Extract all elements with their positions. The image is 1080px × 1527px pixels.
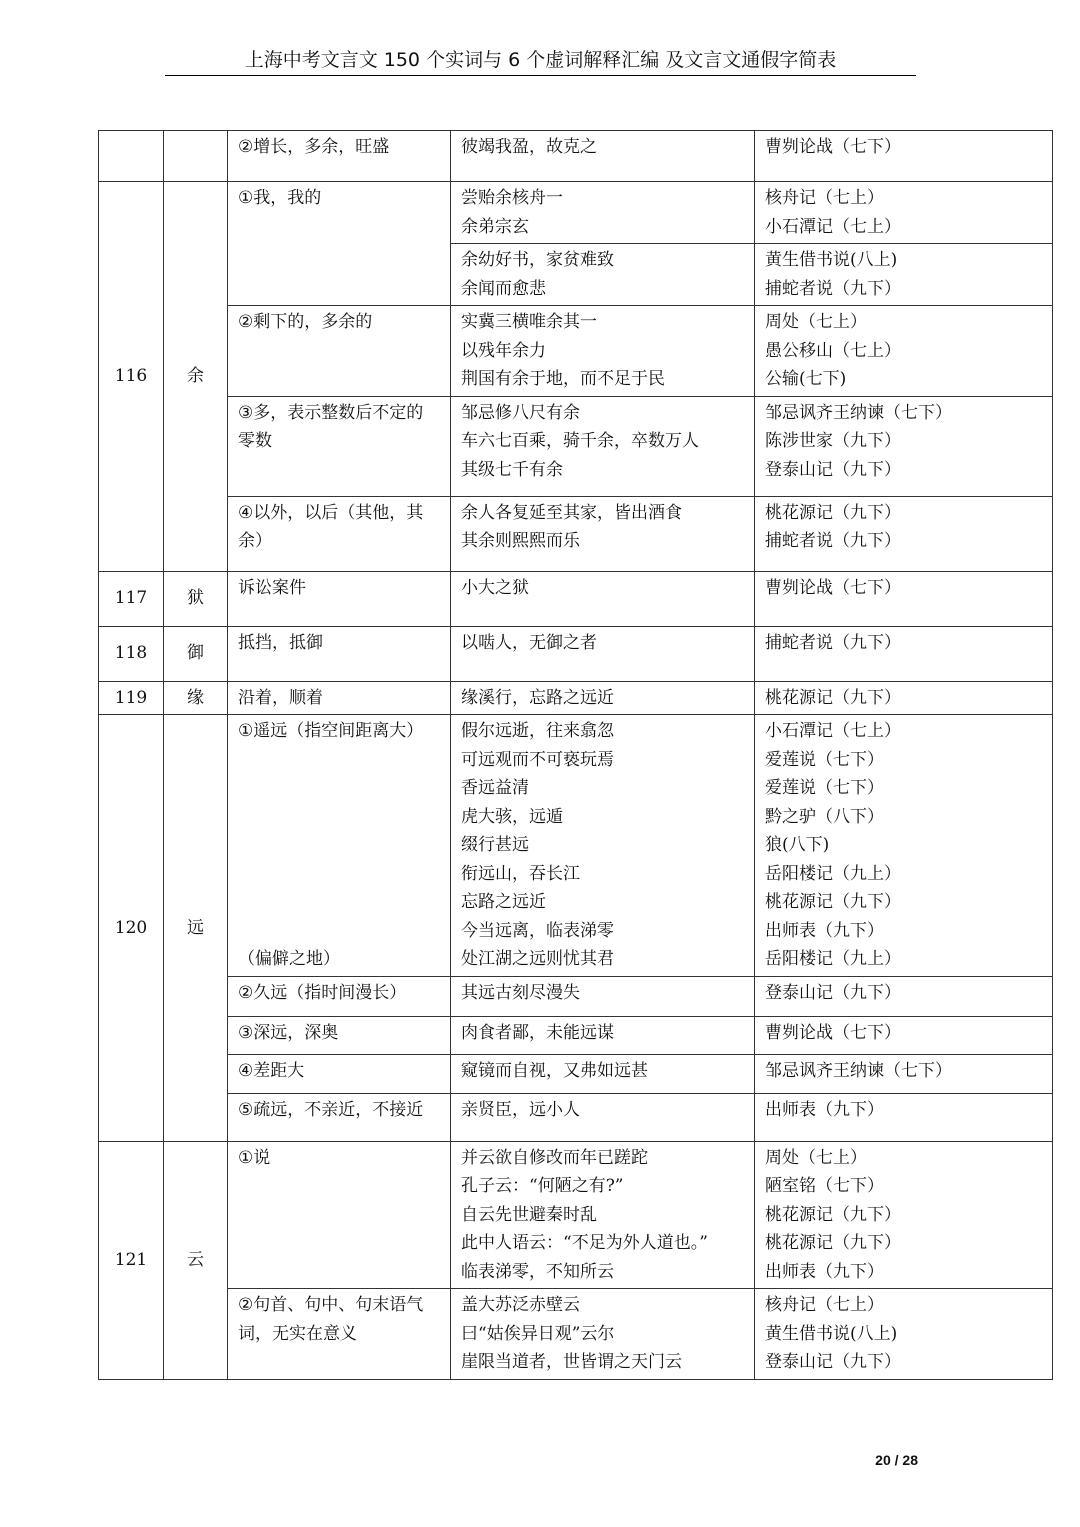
example-sentence: 其级七千有余	[461, 459, 563, 480]
example-source: 曹刿论战（七下）	[765, 1022, 901, 1043]
meaning-line: ④以外，以后（其他，其余）	[238, 502, 424, 551]
example-sentence: 可远观而不可亵玩焉	[461, 749, 614, 770]
example-source: 邹忌讽齐王纳谏（七下）	[765, 402, 952, 423]
sense-meaning	[228, 306, 451, 397]
meaning-line: ⑤疏远，不亲近，不接近	[238, 1099, 424, 1120]
example-source: 桃花源记（九下）	[765, 1204, 901, 1225]
example-sentence: 彼竭我盈，故克之	[461, 137, 597, 157]
example-sentence: 处江湖之远则忧其君	[461, 949, 614, 969]
table-row	[99, 1141, 1053, 1289]
example-sentence: 邹忌修八尺有余	[461, 402, 580, 423]
source-cell	[755, 131, 1053, 182]
example-source: 公输(七下)	[765, 369, 847, 389]
entry-character: 云	[164, 1141, 228, 1380]
sense-meaning	[228, 976, 451, 1016]
table-row	[99, 496, 1053, 571]
table-row	[99, 131, 1053, 182]
source-cell	[755, 1016, 1053, 1054]
example-cell	[451, 496, 755, 571]
source-cell	[755, 306, 1053, 397]
example-source: 小石潭记（七上）	[765, 216, 901, 237]
example-source: 陋室铭（七下）	[765, 1176, 884, 1196]
example-source: 黔之驴（八下）	[765, 806, 884, 827]
example-source: 桃花源记（九下）	[765, 687, 901, 708]
example-cell	[451, 976, 755, 1016]
example-sentence: 盖大苏泛赤壁云	[461, 1295, 580, 1315]
example-source: 周处（七上）	[765, 312, 867, 332]
example-sentence: 实冀三横唯余其一	[461, 312, 597, 332]
sense-meaning	[228, 681, 451, 715]
meaning-line: ④差距大	[238, 1060, 305, 1081]
entry-number	[99, 131, 164, 182]
example-sentence: 余人各复延至其家，皆出酒食	[461, 502, 682, 523]
table-row	[99, 976, 1053, 1016]
source-cell	[755, 1141, 1053, 1289]
sense-meaning	[228, 496, 451, 571]
example-sentence: 并云欲自修改而年已蹉跎	[461, 1147, 648, 1168]
example-cell	[451, 396, 755, 496]
table-row	[99, 396, 1053, 496]
example-sentence: 缘溪行，忘路之远近	[461, 687, 614, 708]
example-sentence: 孔子云：“何陋之有?”	[461, 1176, 624, 1196]
entry-character: 御	[164, 626, 228, 681]
table-row	[99, 306, 1053, 397]
example-sentence: 香远益清	[461, 778, 529, 798]
example-sentence: 其余则熙熙而乐	[461, 531, 580, 551]
example-sentence: 曰“姑俟异日观”云尔	[461, 1323, 615, 1344]
source-cell	[755, 182, 1053, 244]
entry-character: 余	[164, 182, 228, 572]
example-source: 黄生借书说(八上)	[765, 250, 898, 270]
example-sentence: 以啮人，无御之者	[461, 632, 597, 653]
example-sentence: 崖限当道者，世皆谓之天门云	[461, 1352, 682, 1372]
entry-number: 118	[99, 626, 164, 681]
vocabulary-table-body	[99, 131, 1053, 1380]
example-source: 小石潭记（七上）	[765, 721, 901, 741]
example-sentence: 车六七百乘，骑千余，卒数万人	[461, 431, 699, 451]
table-row	[99, 715, 1053, 977]
example-cell	[451, 715, 755, 977]
source-cell	[755, 681, 1053, 715]
example-sentence: 此中人语云：“不足为外人道也。”	[461, 1233, 708, 1253]
example-cell	[451, 1016, 755, 1054]
example-source: 捕蛇者说（九下）	[765, 632, 901, 653]
example-sentence: 余弟宗玄	[461, 216, 529, 237]
sense-meaning	[228, 1093, 451, 1141]
example-sentence: 窥镜而自视，又弗如远甚	[461, 1060, 648, 1081]
entry-number: 120	[99, 715, 164, 1142]
meaning-line: ①遥远（指空间距离大）	[238, 721, 424, 741]
example-source: 登泰山记（九下）	[765, 1352, 901, 1372]
sense-meaning	[228, 131, 451, 182]
meaning-line: 沿着，顺着	[238, 687, 323, 708]
meaning-line: （偏僻之地）	[238, 948, 340, 969]
entry-number: 116	[99, 182, 164, 572]
meaning-line: 抵挡，抵御	[238, 632, 323, 653]
example-sentence: 荆国有余于地，而不足于民	[461, 369, 665, 389]
table-row	[99, 1016, 1053, 1054]
meaning-line: ③深远，深奥	[238, 1022, 339, 1043]
vocabulary-table	[98, 130, 1053, 1380]
example-sentence: 其远古刻尽漫失	[461, 982, 580, 1003]
sense-meaning	[228, 571, 451, 626]
example-cell	[451, 306, 755, 397]
example-source: 狼(八下)	[765, 835, 830, 855]
example-source: 邹忌讽齐王纳谏（七下）	[765, 1060, 952, 1081]
sense-meaning	[228, 396, 451, 496]
example-sentence: 缀行甚远	[461, 835, 529, 855]
example-source: 捕蛇者说（九下）	[765, 531, 901, 551]
example-sentence: 以残年余力	[461, 340, 546, 361]
source-cell	[755, 1054, 1053, 1093]
table-row	[99, 1289, 1053, 1380]
source-cell	[755, 396, 1053, 496]
example-sentence: 肉食者鄙，未能远谋	[461, 1022, 614, 1043]
entry-character: 缘	[164, 681, 228, 715]
example-sentence: 忘路之远近	[461, 892, 546, 912]
source-cell	[755, 626, 1053, 681]
example-source: 核舟记（七上）	[765, 1295, 884, 1315]
entry-number: 119	[99, 681, 164, 715]
entry-character: 远	[164, 715, 228, 1142]
example-source: 曹刿论战（七下）	[765, 137, 901, 157]
example-cell	[451, 571, 755, 626]
example-cell	[451, 131, 755, 182]
example-source: 黄生借书说(八上)	[765, 1323, 898, 1344]
table-row	[99, 626, 1053, 681]
meaning-line: ③多，表示整数后不定的零数	[238, 402, 424, 451]
example-source: 出师表（九下）	[765, 920, 884, 941]
meaning-line: 诉讼案件	[238, 577, 306, 598]
meaning-line: ②增长，多余，旺盛	[238, 137, 390, 157]
source-cell	[755, 244, 1053, 306]
example-sentence: 假尔远逝，往来翕忽	[461, 721, 614, 741]
entry-number: 121	[99, 1141, 164, 1380]
example-source: 桃花源记（九下）	[765, 1233, 901, 1253]
example-cell	[451, 182, 755, 244]
sense-meaning	[228, 626, 451, 681]
example-source: 岳阳楼记（九上）	[765, 863, 901, 884]
example-sentence: 尝贻余核舟一	[461, 188, 563, 208]
source-cell	[755, 571, 1053, 626]
example-source: 岳阳楼记（九上）	[765, 949, 901, 969]
header-rule	[165, 75, 916, 76]
example-sentence: 余幼好书，家贫难致	[461, 250, 614, 270]
example-cell	[451, 1093, 755, 1141]
example-sentence: 亲贤臣，远小人	[461, 1099, 580, 1120]
meaning-line: ①说	[238, 1147, 271, 1168]
example-source: 桃花源记（九下）	[765, 892, 901, 912]
source-cell	[755, 496, 1053, 571]
example-sentence: 今当远离，临表涕零	[461, 920, 614, 941]
sense-meaning	[228, 1054, 451, 1093]
example-cell	[451, 244, 755, 306]
page-number: 20 / 28	[875, 1452, 918, 1468]
example-cell	[451, 1054, 755, 1093]
example-source: 愚公移山（七上）	[765, 340, 901, 361]
example-source: 捕蛇者说（九下）	[765, 278, 901, 299]
page-header-title: 上海中考文言文 150 个实词与 6 个虚词解释汇编 及文言文通假字简表	[244, 49, 837, 71]
sense-meaning	[228, 1141, 451, 1289]
source-cell	[755, 1093, 1053, 1141]
entry-character	[164, 131, 228, 182]
meaning-line: ②久远（指时间漫长）	[238, 982, 407, 1003]
example-cell	[451, 1289, 755, 1380]
source-cell	[755, 976, 1053, 1016]
example-source: 出师表（九下）	[765, 1261, 884, 1282]
example-sentence: 虎大骇，远遁	[461, 806, 563, 827]
meaning-line: ①我，我的	[238, 188, 322, 208]
sense-meaning	[228, 182, 451, 306]
meaning-line: ②句首、句中、句末语气词，无实在意义	[238, 1295, 424, 1344]
meaning-line: ②剩下的，多余的	[238, 312, 373, 332]
table-row	[99, 681, 1053, 715]
example-sentence: 临表涕零，不知所云	[461, 1261, 614, 1282]
example-source: 出师表（九下）	[765, 1099, 884, 1120]
sense-meaning	[228, 1016, 451, 1054]
source-cell	[755, 1289, 1053, 1380]
example-sentence: 衔远山，吞长江	[461, 863, 580, 884]
example-cell	[451, 626, 755, 681]
example-source: 核舟记（七上）	[765, 188, 884, 208]
example-source: 陈涉世家（九下）	[765, 431, 901, 451]
table-row	[99, 1054, 1053, 1093]
entry-character: 狱	[164, 571, 228, 626]
example-cell	[451, 681, 755, 715]
example-cell	[451, 1141, 755, 1289]
example-source: 周处（七上）	[765, 1147, 867, 1168]
example-sentence: 自云先世避秦时乱	[461, 1204, 597, 1225]
table-row	[99, 571, 1053, 626]
sense-meaning	[228, 715, 451, 977]
table-row	[99, 182, 1053, 244]
example-source: 爱莲说（七下）	[765, 778, 884, 798]
example-source: 登泰山记（九下）	[765, 982, 901, 1003]
example-sentence: 余闻而愈悲	[461, 278, 546, 299]
example-source: 登泰山记（九下）	[765, 459, 901, 480]
example-source: 桃花源记（九下）	[765, 502, 901, 523]
example-sentence: 小大之狱	[461, 577, 529, 598]
entry-number: 117	[99, 571, 164, 626]
example-source: 曹刿论战（七下）	[765, 577, 901, 598]
example-source: 爱莲说（七下）	[765, 749, 884, 770]
sense-meaning	[228, 1289, 451, 1380]
table-row	[99, 1093, 1053, 1141]
source-cell	[755, 715, 1053, 977]
meaning-line	[238, 746, 440, 945]
